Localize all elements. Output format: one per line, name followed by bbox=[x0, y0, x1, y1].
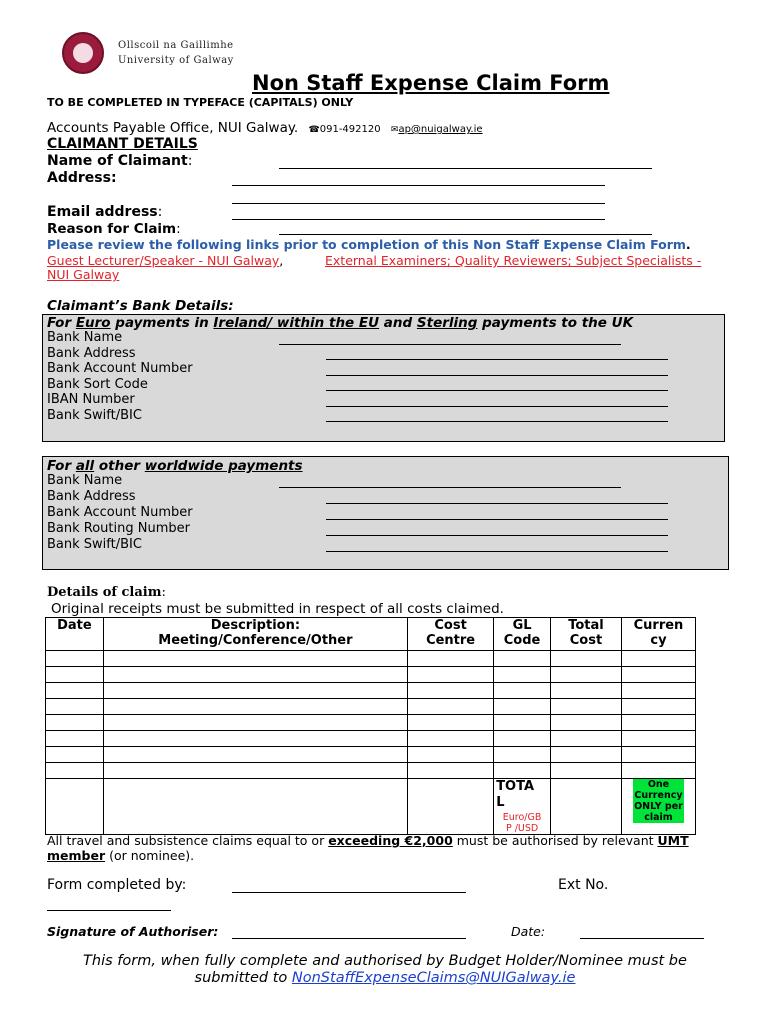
ww-bank-account-field[interactable] bbox=[326, 519, 668, 520]
ww-bank-routing-field[interactable] bbox=[326, 535, 668, 536]
table-row[interactable] bbox=[46, 763, 696, 779]
table-row[interactable] bbox=[46, 731, 696, 747]
date-label: Date: bbox=[511, 924, 546, 939]
submission-instructions: This form, when fully complete and authorised by Budget Holder/Nominee must be submitted to NonStaffExpenseClaims@NUIGalway.ie bbox=[83, 953, 687, 986]
signature-of-authoriser-label: Signature of Authoriser: bbox=[47, 924, 219, 939]
total-amount-cell[interactable] bbox=[550, 779, 621, 835]
currency-column-header: Curren cy bbox=[621, 618, 695, 651]
submission-email-link[interactable]: NonStaffExpenseClaims@NUIGalway.ie bbox=[291, 970, 576, 986]
email-icon: ✉ bbox=[390, 125, 399, 135]
table-row[interactable] bbox=[46, 651, 696, 667]
eu-bank-sort-code-label: Bank Sort Code bbox=[47, 377, 148, 392]
eu-swift-bic-field[interactable] bbox=[326, 421, 668, 422]
eu-bank-heading: For Euro payments in Ireland/ within the EU and Sterling payments to the UK bbox=[47, 315, 634, 331]
form-completed-by-label: Form completed by: bbox=[47, 877, 187, 893]
table-row[interactable] bbox=[46, 715, 696, 731]
ww-bank-address-label: Bank Address bbox=[47, 489, 136, 504]
office-name: Accounts Payable Office, NUI Galway. bbox=[47, 120, 299, 136]
eu-bank-account-label: Bank Account Number bbox=[47, 361, 193, 376]
guest-lecturer-link[interactable]: Guest Lecturer/Speaker - NUI Galway bbox=[47, 253, 280, 268]
date-column-header: Date bbox=[46, 618, 104, 651]
receipts-note: Original receipts must be submitted in respect of all costs claimed. bbox=[51, 601, 504, 617]
address-label: Address: bbox=[47, 170, 117, 186]
description-column-header: Description: Meeting/Conference/Other bbox=[103, 618, 407, 651]
logo-line-irish: Ollscoil na Gaillimhe bbox=[118, 40, 234, 51]
eu-bank-name-label: Bank Name bbox=[47, 330, 123, 345]
form-title: Non Staff Expense Claim Form bbox=[252, 71, 610, 95]
table-row[interactable] bbox=[46, 699, 696, 715]
ww-bank-name-label: Bank Name bbox=[47, 473, 123, 488]
gl-code-column-header: GL Code bbox=[494, 618, 551, 651]
ext-no-field[interactable] bbox=[47, 910, 171, 911]
review-links-note: Please review the following links prior to completion of this Non Staff Expense Claim Form. bbox=[47, 237, 691, 252]
form-completed-by-field[interactable] bbox=[232, 892, 466, 893]
address-field-2[interactable] bbox=[232, 203, 605, 204]
claimant-name-label: Name of Claimant: bbox=[47, 153, 193, 169]
table-row[interactable] bbox=[46, 747, 696, 763]
one-currency-badge: One Currency ONLY per claim bbox=[634, 779, 683, 823]
office-phone: 091-492120 bbox=[319, 124, 381, 135]
claimant-name-field[interactable] bbox=[279, 168, 652, 169]
guidance-links-line: Guest Lecturer/Speaker - NUI Galway, bbox=[47, 253, 284, 268]
phone-icon: ☎ bbox=[308, 125, 320, 135]
total-row bbox=[46, 779, 696, 835]
claims-table bbox=[45, 617, 696, 835]
umt-authorisation-note-cont: member (or nominee). bbox=[47, 848, 195, 863]
eu-iban-label: IBAN Number bbox=[47, 392, 135, 407]
date-field[interactable] bbox=[580, 938, 704, 939]
umt-authorisation-note: All travel and subsistence claims equal to or exceeding €2,000 must be authorised by relevant UMT bbox=[47, 833, 689, 848]
total-label-cell: TOTA L Euro/GB P /USD bbox=[494, 779, 551, 835]
external-examiners-link-cont[interactable]: NUI Galway bbox=[47, 267, 120, 282]
reason-for-claim-label: Reason for Claim: bbox=[47, 221, 181, 237]
email-address-label: Email address: bbox=[47, 204, 163, 220]
university-seal-logo bbox=[62, 32, 104, 74]
logo-line-english: University of Galway bbox=[118, 55, 234, 66]
eu-swift-bic-label: Bank Swift/BIC bbox=[47, 408, 142, 423]
ww-bank-routing-label: Bank Routing Number bbox=[47, 521, 190, 536]
eu-bank-sort-code-field[interactable] bbox=[326, 390, 668, 391]
email-address-field[interactable] bbox=[232, 219, 605, 220]
worldwide-bank-heading: For all other worldwide payments bbox=[47, 458, 303, 474]
total-cost-column-header: Total Cost bbox=[550, 618, 621, 651]
eu-iban-field[interactable] bbox=[326, 406, 668, 407]
address-field-1[interactable] bbox=[232, 185, 605, 186]
ext-no-label: Ext No. bbox=[558, 877, 609, 893]
eu-bank-account-field[interactable] bbox=[326, 375, 668, 376]
office-info bbox=[47, 120, 483, 136]
details-of-claim-heading: Details of claim: bbox=[47, 585, 166, 600]
eu-bank-name-field[interactable] bbox=[279, 344, 621, 345]
external-examiners-link[interactable]: External Examiners; Quality Reviewers; Subject Specialists - bbox=[325, 253, 702, 268]
ww-bank-name-field[interactable] bbox=[279, 487, 621, 488]
eu-bank-address-field[interactable] bbox=[326, 359, 668, 360]
ww-bank-address-field[interactable] bbox=[326, 503, 668, 504]
ww-swift-bic-field[interactable] bbox=[326, 551, 668, 552]
ww-bank-account-label: Bank Account Number bbox=[47, 505, 193, 520]
claimant-details-heading: CLAIMANT DETAILS bbox=[47, 136, 198, 152]
claims-header-row bbox=[46, 618, 696, 651]
one-currency-cell bbox=[621, 779, 695, 835]
ww-swift-bic-label: Bank Swift/BIC bbox=[47, 537, 142, 552]
bank-details-heading: Claimant’s Bank Details: bbox=[47, 298, 234, 314]
table-row[interactable] bbox=[46, 667, 696, 683]
typeface-instruction: TO BE COMPLETED IN TYPEFACE (CAPITALS) ONLY bbox=[47, 96, 354, 109]
table-row[interactable] bbox=[46, 683, 696, 699]
signature-field[interactable] bbox=[232, 938, 466, 939]
cost-centre-column-header: Cost Centre bbox=[408, 618, 494, 651]
eu-bank-address-label: Bank Address bbox=[47, 346, 136, 361]
office-email-link[interactable]: ap@nuigalway.ie bbox=[398, 124, 483, 135]
reason-for-claim-field[interactable] bbox=[279, 234, 652, 235]
